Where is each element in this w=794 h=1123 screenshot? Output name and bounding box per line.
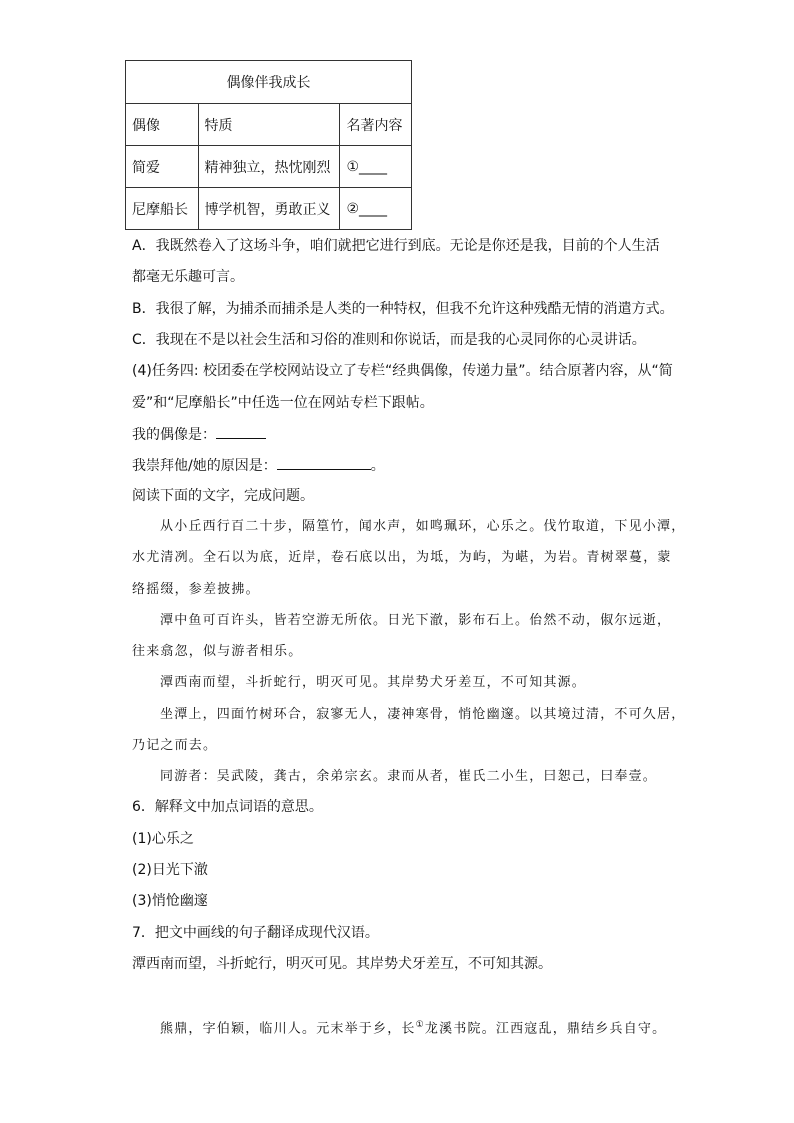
reading-instruction: 阅读下面的文字，完成问题。	[132, 488, 314, 504]
table-header-cell: 特质	[198, 104, 340, 146]
passage-p1-line3: 络摇缀，参差披拂。	[132, 582, 260, 597]
next-passage-line	[160, 1015, 666, 1039]
table-row	[126, 188, 412, 230]
idol-table	[125, 60, 412, 230]
idol-prompt: 我的偶像是：	[132, 427, 216, 443]
table-header-row	[126, 104, 412, 146]
reason-answer-line	[132, 455, 385, 476]
option-b: B．我很了解，为捕杀而捕杀是人类的一种特权，但我不允许这种残酷无情的消遣方式。	[132, 301, 674, 317]
question-6: 6．解释文中加点词语的意思。	[132, 799, 323, 815]
footnote-mark: ①	[415, 1020, 425, 1030]
table-cell-idol: 尼摩船长	[126, 188, 199, 230]
idol-answer-blank[interactable]	[216, 424, 266, 439]
reason-answer-blank[interactable]	[277, 455, 371, 470]
question-6-2: (2)日光下澈	[132, 862, 208, 878]
passage-p1-line1: 从小丘西行百二十步，隔篁竹，闻水声，如鸣珮环，心乐之。伐竹取道，下见小潭，	[160, 519, 686, 534]
table-header-cell: 名著内容	[340, 104, 412, 146]
table-cell-trait: 精神独立，热忱刚烈	[198, 146, 340, 188]
option-a-line2: 都毫无乐趣可言。	[132, 269, 244, 285]
question-7: 7．把文中画线的句子翻译成现代汉语。	[132, 925, 379, 941]
table-cell-idol: 简爱	[126, 146, 199, 188]
reason-prompt: 我崇拜他/她的原因是：	[132, 458, 277, 474]
option-c: C．我现在不是以社会生活和习俗的准则和你说话，而是我的心灵同你的心灵讲话。	[132, 332, 646, 348]
table-cell-content: ②____	[340, 188, 412, 230]
idol-answer-line	[132, 424, 266, 445]
passage-p5: 同游者：吴武陵，龚古，余弟宗玄。隶而从者，崔氏二小生，曰恕己，曰奉壹。	[160, 769, 658, 784]
next-passage-text-before: 熊鼎，字伯颖，临川人。元末举于乡，长	[160, 1021, 416, 1037]
passage-p4-line1: 坐潭上，四面竹树环合，寂寥无人，凄神寒骨，悄怆幽邃。以其境过清，不可久居，	[160, 707, 686, 722]
passage-p2-line1: 潭中鱼可百许头，皆若空游无所依。日光下澈，影布石上。佁然不动，俶尔远逝，	[160, 613, 672, 628]
passage-p4-line2: 乃记之而去。	[132, 738, 218, 753]
table-header-cell: 偶像	[126, 104, 199, 146]
table-row	[126, 146, 412, 188]
option-a-line1: A．我既然卷入了这场斗争，咱们就把它进行到底。无论是你还是我，目前的个人生活	[132, 238, 660, 254]
table-title: 偶像伴我成长	[126, 61, 412, 104]
passage-p2-line2: 往来翕忽，似与游者相乐。	[132, 644, 303, 659]
task4-line2: 爱”和“尼摩船长”中任选一位在网站专栏下跟帖。	[132, 395, 434, 411]
table-cell-trait: 博学机智，勇敢正义	[198, 188, 340, 230]
passage-p3: 潭西南而望，斗折蛇行，明灭可见。其岸势犬牙差互，不可知其源。	[160, 675, 587, 690]
task4-line1: (4)任务四: 校团委在学校网站设立了专栏“经典偶像，传递力量”。结合原著内容，从“简	[132, 363, 673, 379]
reason-end: 。	[370, 458, 385, 474]
next-passage-text-after: 龙溪书院。江西寇乱，鼎结乡兵自守。	[424, 1021, 667, 1037]
question-6-3: (3)悄怆幽邃	[132, 893, 208, 909]
question-6-1: (1)心乐之	[132, 831, 194, 847]
table-cell-content: ①____	[340, 146, 412, 188]
passage-p1-line2: 水尤清冽。全石以为底，近岸，卷石底以出，为坻，为屿，为嵁，为岩。青树翠蔓，蒙	[132, 550, 672, 565]
question-7-sentence: 潭西南而望，斗折蛇行，明灭可见。其岸势犬牙差互，不可知其源。	[132, 956, 552, 972]
